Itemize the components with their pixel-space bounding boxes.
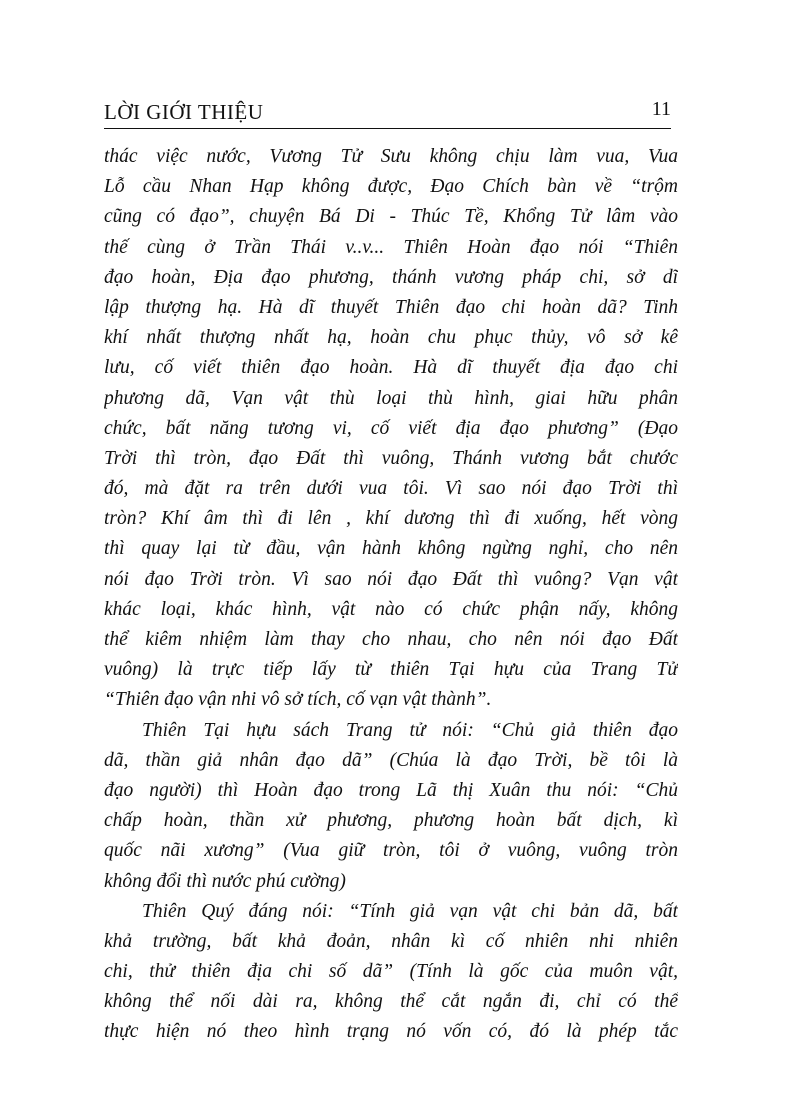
text-line: Thiên Tại hựu sách Trang tử nói: “Chủ giả thiên đạo bbox=[142, 719, 678, 741]
text-line: quốc nãi xương” (Vua giữ tròn, tôi ở vuông, vuông tròn bbox=[104, 840, 678, 862]
text-line: không đổi thì nước phú cường) bbox=[104, 870, 346, 892]
text-line: dã, thần giả nhân đạo dã” (Chúa là đạo Trời, bề tôi là bbox=[104, 749, 678, 771]
text-line: lưu, cố viết thiên đạo hoàn. Hà dĩ thuyết địa đạo chi bbox=[104, 357, 678, 379]
running-title: LỜI GIỚI THIỆU bbox=[104, 100, 264, 124]
text-line: lập thượng hạ. Hà dĩ thuyết Thiên đạo chi hoàn dã? Tinh bbox=[104, 296, 678, 318]
text-line: đạo hoàn, Địa đạo phương, thánh vương pháp chi, sở dĩ bbox=[104, 266, 678, 288]
text-line: cũng có đạo”, chuyện Bá Di - Thúc Tề, Khổng Tử lâm vào bbox=[104, 206, 678, 228]
text-line: đó, mà đặt ra trên dưới vua tôi. Vì sao nói đạo Trời thì bbox=[104, 478, 678, 500]
text-line: khác loại, khác hình, vật nào có chức phận nấy, không bbox=[104, 598, 678, 620]
text-line: khí nhất thượng nhất hạ, hoàn chu phục thủy, vô sở kê bbox=[104, 327, 678, 349]
text-line: Trời thì tròn, đạo Đất thì vuông, Thánh vương bắt chước bbox=[104, 447, 678, 469]
text-line: “Thiên đạo vận nhi vô sở tích, cố vạn vật thành”. bbox=[104, 689, 492, 711]
text-line: tròn? Khí âm thì đi lên , khí dương thì đi xuống, hết vòng bbox=[104, 508, 678, 530]
text-line: đạo người) thì Hoàn đạo trong Lã thị Xuân thu nói: “Chủ bbox=[104, 779, 678, 801]
text-line: thác việc nước, Vương Tử Sưu không chịu làm vua, Vua bbox=[104, 146, 678, 167]
text-line: không thể nối dài ra, không thể cắt ngắn đi, chỉ có thể bbox=[104, 991, 678, 1013]
text-line: khả trường, bất khả đoản, nhân kì cố nhiên nhi nhiên bbox=[104, 930, 678, 952]
body-text bbox=[104, 142, 678, 1048]
text-line: chấp hoàn, thần xử phương, phương hoàn bất dịch, kì bbox=[104, 810, 678, 832]
text-line: thì quay lại từ đầu, vận hành không ngừng nghỉ, cho nên bbox=[104, 538, 678, 560]
text-line: Lỗ cầu Nhan Hạp không được, Đạo Chích bàn về “trộm bbox=[104, 176, 678, 198]
text-line: nói đạo Trời tròn. Vì sao nói đạo Đất thì vuông? Vạn vật bbox=[104, 568, 678, 590]
text-line: thực hiện nó theo hình trạng nó vốn có, đó là phép tắc bbox=[104, 1021, 678, 1043]
text-line: chi, thử thiên địa chi số dã” (Tính là gốc của muôn vật, bbox=[104, 961, 678, 983]
page-header bbox=[104, 96, 671, 128]
text-line: phương dã, Vạn vật thù loại thù hình, giai hữu phân bbox=[104, 387, 678, 409]
page-number: 11 bbox=[651, 98, 671, 120]
text-line: chức, bất năng tương vi, cố viết địa đạo phương” (Đạo bbox=[104, 417, 678, 439]
header-rule bbox=[104, 128, 671, 129]
text-line: vuông) là trực tiếp lấy từ thiên Tại hựu của Trang Tử bbox=[104, 659, 678, 681]
text-line: thế cùng ở Trần Thái v..v... Thiên Hoàn đạo nói “Thiên bbox=[104, 236, 678, 258]
text-line: thể kiêm nhiệm làm thay cho nhau, cho nên nói đạo Đất bbox=[104, 629, 678, 650]
text-line: Thiên Quý đáng nói: “Tính giả vạn vật chi bản dã, bất bbox=[142, 900, 678, 922]
